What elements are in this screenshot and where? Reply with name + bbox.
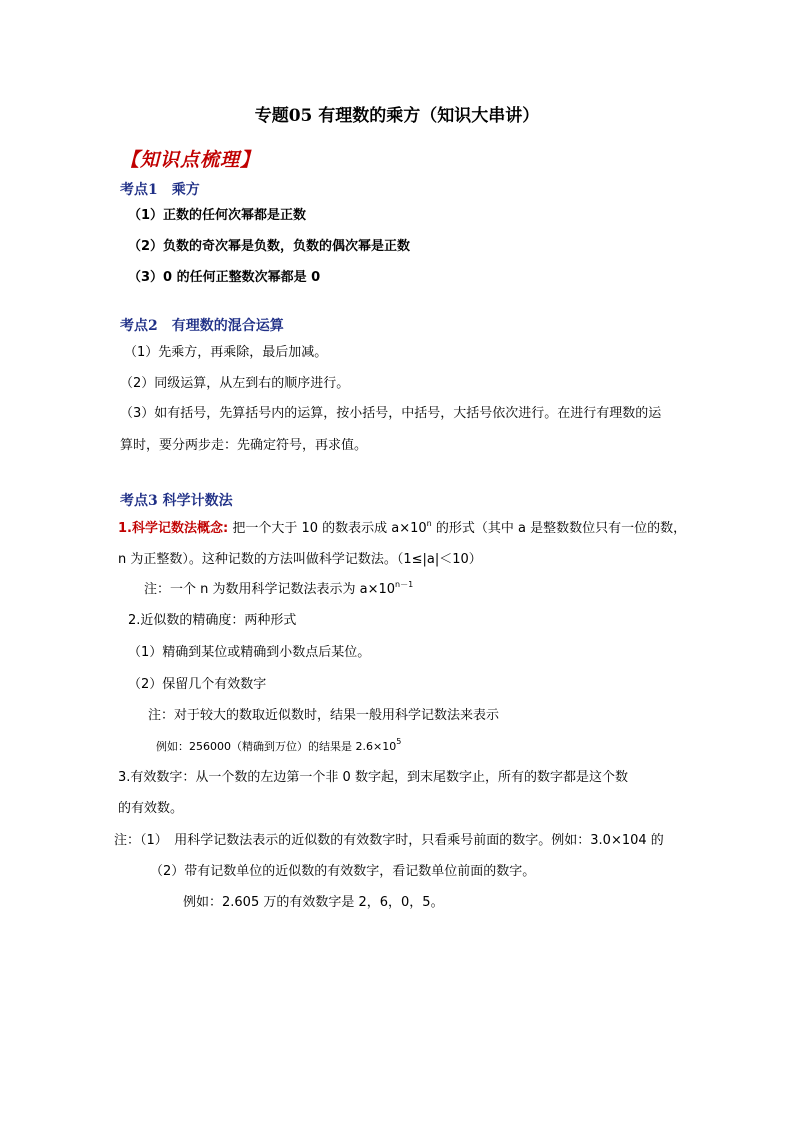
section1-item-2: （2）负数的奇次幂是负数，负数的偶次幂是正数 xyxy=(128,239,411,254)
precision-example xyxy=(156,738,401,756)
significant-figures-line2: 的有效数。 xyxy=(118,801,184,816)
sci-notation-concept-line2: n 为正整数）。这种记数的方法叫做科学记数法。（1≤|a|＜10） xyxy=(118,552,482,567)
precision-item-1: （1）精确到某位或精确到小数点后某位。 xyxy=(128,645,371,660)
page-title: 专题05 有理数的乘方（知识大串讲） xyxy=(254,106,540,126)
precision-title: 2.近似数的精确度：两种形式 xyxy=(128,613,297,628)
section2-item-3: （3）如有括号，先算括号内的运算，按小括号，中括号，大括号依次进行。在进行有理数的运 xyxy=(120,406,662,421)
section2-heading: 考点2 有理数的混合运算 xyxy=(120,318,284,334)
sci-notation-concept-line1 xyxy=(118,520,686,538)
section1-item-3: （3）0 的任何正整数次幂都是 0 xyxy=(128,270,321,285)
sci-notation-concept-label: 1.科学记数法概念: xyxy=(118,521,229,536)
sci-notation-note-text: 注：一个 n 为数用科学记数法表示为 a×10 xyxy=(144,582,396,597)
precision-note: 注：对于较大的数取近似数时，结果一般用科学记数法来表示 xyxy=(148,708,500,723)
significant-figures-example: 例如：2.605 万的有效数字是 2，6，0，5。 xyxy=(183,895,444,910)
sci-notation-concept-text-b: 的形式（其中 a 是整数数位只有一位的数， xyxy=(431,521,687,536)
significant-figures-line1: 3.有效数字：从一个数的左边第一个非 0 数字起，到末尾数字止，所有的数字都是这个数 xyxy=(118,770,628,785)
sci-notation-note-exponent: n－1 xyxy=(395,580,414,589)
knowledge-banner: 【知识点梳理】 xyxy=(120,149,261,171)
sci-notation-note xyxy=(144,581,413,599)
section1-heading: 考点1 乘方 xyxy=(120,182,200,198)
section1-item-1: （1）正数的任何次幂都是正数 xyxy=(128,208,307,223)
significant-figures-note-1: 注：（1） 用科学记数法表示的近似数的有效数字时，只看乘号前面的数字。例如：3.0×104 的 xyxy=(114,833,664,848)
precision-item-2: （2）保留几个有效数字 xyxy=(128,677,267,692)
section2-item-2: （2）同级运算，从左到右的顺序进行。 xyxy=(120,376,350,391)
section3-heading: 考点3 科学计数法 xyxy=(120,493,233,509)
significant-figures-note-2: （2）带有记数单位的近似数的有效数字，看记数单位前面的数字。 xyxy=(150,864,536,879)
sci-notation-exponent: n xyxy=(426,519,432,528)
section2-item-1: （1）先乘方，再乘除，最后加减。 xyxy=(124,345,328,360)
section2-item-3-cont: 算时，要分两步走：先确定符号，再求值。 xyxy=(120,438,368,453)
precision-example-exponent: 5 xyxy=(396,737,402,746)
sci-notation-concept-text-a: 把一个大于 10 的数表示成 a×10 xyxy=(228,521,427,536)
precision-example-text: 例如：256000（精确到万位）的结果是 2.6×10 xyxy=(156,740,397,753)
